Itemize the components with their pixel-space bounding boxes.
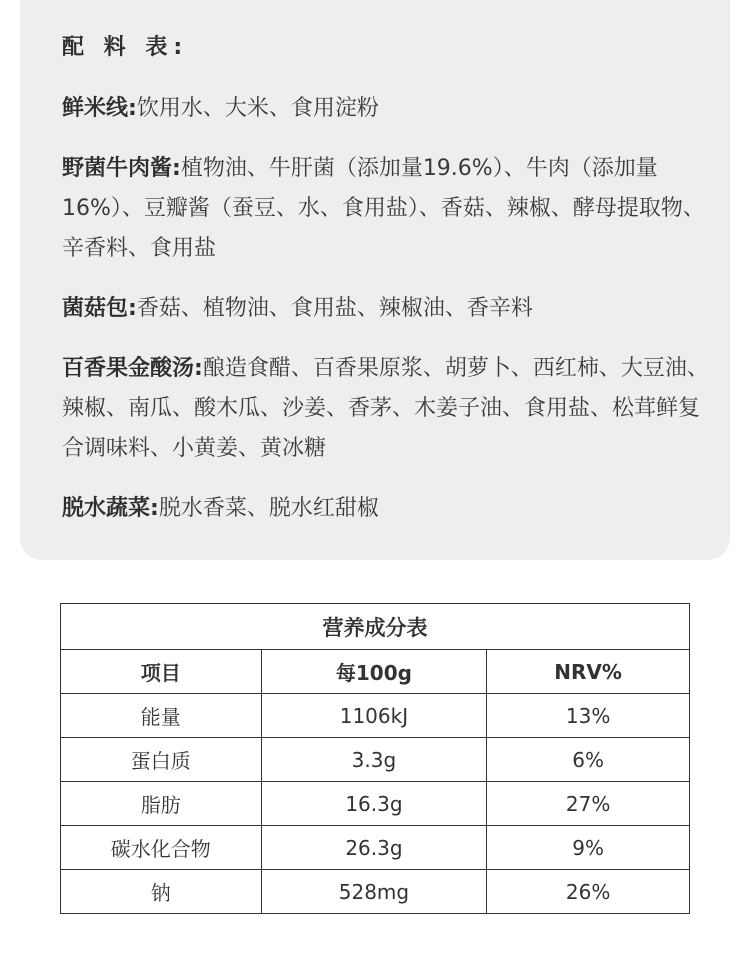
- nutrient-nrv: 6%: [487, 738, 690, 782]
- ingredient-label: 野菌牛肉酱:: [62, 156, 181, 181]
- nutrient-per100g: 26.3g: [261, 826, 487, 870]
- ingredients-panel: [20, 0, 730, 560]
- ingredient-label: 菌菇包:: [62, 296, 137, 321]
- nutrition-caption: 营养成分表: [61, 604, 690, 650]
- nutrient-nrv: 13%: [487, 694, 690, 738]
- ingredient-text: 酿造食醋、百香果原浆、胡萝卜、西红柿、大豆油、辣椒、南瓜、酸木瓜、沙姜、香茅、木姜子油、食用盐、松茸鲜复合调味料、小黄姜、黄冰糖: [62, 356, 709, 461]
- table-row: [61, 782, 690, 826]
- nutrient-name: 碳水化合物: [61, 826, 262, 870]
- ingredient-text: 植物油、牛肝菌（添加量19.6%）、牛肉（添加量16%）、豆瓣酱（蚕豆、水、食用盐）、香菇、辣椒、酵母提取物、辛香料、食用盐: [62, 156, 705, 261]
- nutrient-nrv: 26%: [487, 870, 690, 914]
- ingredient-text: 脱水香菜、脱水红甜椒: [158, 496, 379, 521]
- nutrient-name: 脂肪: [61, 782, 262, 826]
- nutrient-per100g: 528mg: [261, 870, 487, 914]
- table-header-row: [61, 650, 690, 694]
- ingredient-text: 饮用水、大米、食用淀粉: [136, 96, 379, 121]
- table-row: [61, 738, 690, 782]
- nutrient-per100g: 1106kJ: [261, 694, 487, 738]
- table-row: [61, 826, 690, 870]
- ingredient-label: 脱水蔬菜:: [62, 496, 159, 521]
- column-header: 项目: [61, 650, 262, 694]
- table-row: [61, 694, 690, 738]
- ingredient-label: 鲜米线:: [62, 96, 137, 121]
- nutrient-name: 钠: [61, 870, 262, 914]
- column-header: 每100g: [261, 650, 487, 694]
- nutrient-per100g: 16.3g: [261, 782, 487, 826]
- nutrient-name: 能量: [61, 694, 262, 738]
- ingredient-rice-noodle: [62, 89, 712, 129]
- nutrition-table: [60, 603, 690, 914]
- ingredient-label: 百香果金酸汤:: [62, 356, 203, 381]
- table-row: [61, 870, 690, 914]
- nutrient-nrv: 9%: [487, 826, 690, 870]
- ingredient-beef-sauce: [62, 149, 712, 269]
- ingredient-mushroom-pack: [62, 289, 712, 329]
- ingredient-sour-soup: [62, 349, 712, 469]
- nutrient-per100g: 3.3g: [261, 738, 487, 782]
- nutrient-nrv: 27%: [487, 782, 690, 826]
- nutrient-name: 蛋白质: [61, 738, 262, 782]
- ingredient-text: 香菇、植物油、食用盐、辣椒油、香辛料: [136, 296, 533, 321]
- ingredients-title: 配 料 表:: [62, 35, 189, 60]
- ingredient-dried-veg: [62, 489, 712, 529]
- column-header: NRV%: [487, 650, 690, 694]
